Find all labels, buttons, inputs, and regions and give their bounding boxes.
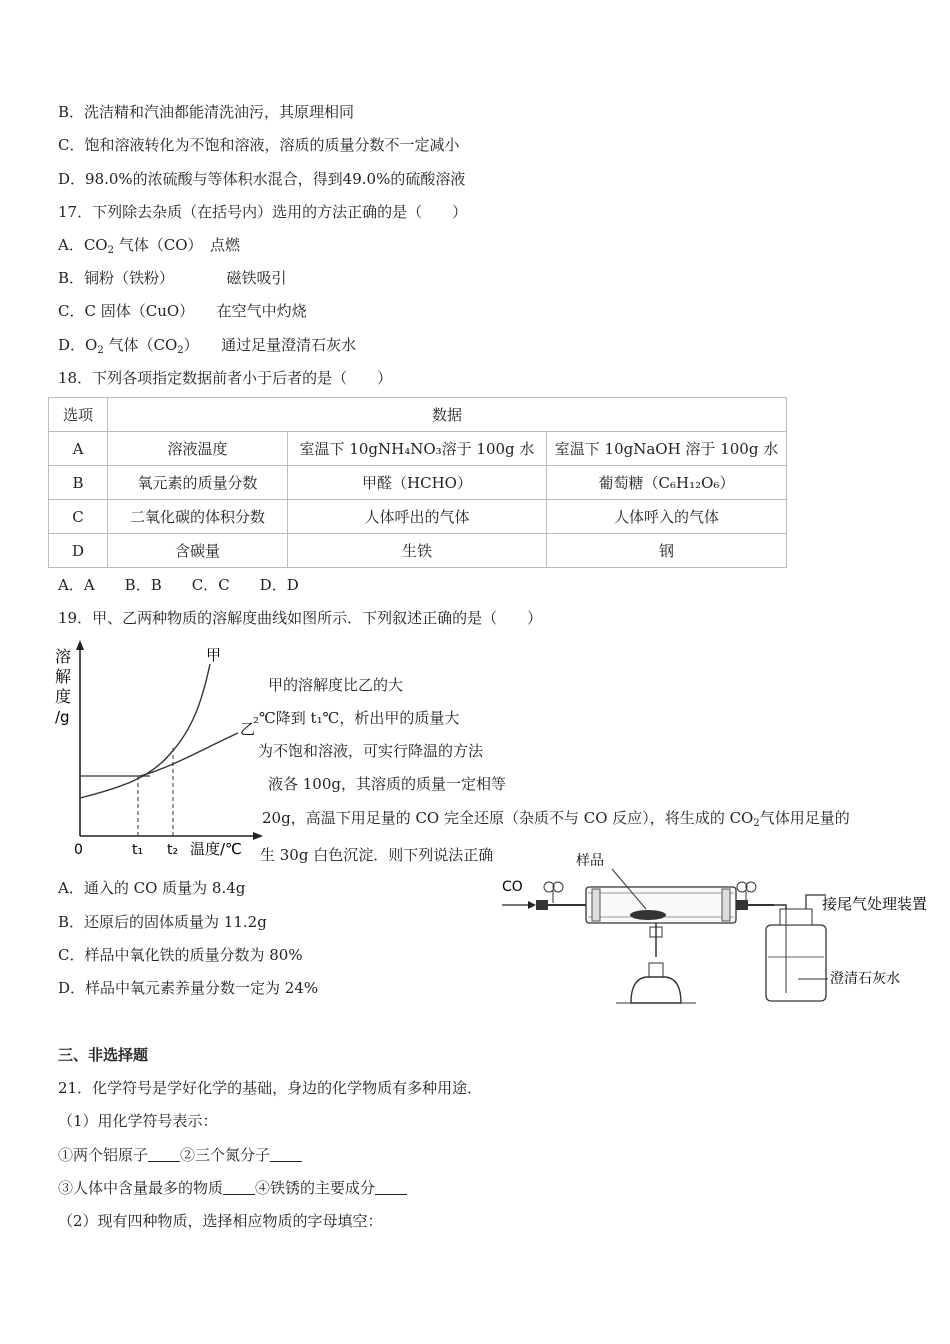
alcohol-lamp-icon (631, 977, 681, 1003)
header-option: 选项 (49, 398, 108, 432)
section-title: 三、非选择题 (58, 1046, 149, 1064)
q21-stem: 21．化学符号是学好化学的基础，身边的化学物质有多种用途． (58, 1079, 483, 1097)
table-cell: 氧元素的质量分数 (108, 466, 288, 500)
limewater-label: 澄清石灰水 (830, 971, 900, 987)
table-cell: 人体呼入的气体 (547, 500, 787, 534)
ylabel-char: 溶 (55, 647, 72, 666)
table-cell: 室温下 10gNH₄NO₃溶于 100g 水 (288, 432, 547, 466)
q21-part1: （1）用化学符号表示： (58, 1112, 218, 1130)
table-cell: 钢 (547, 534, 787, 568)
co-reduction-apparatus (496, 845, 946, 1005)
table-row (49, 432, 787, 466)
origin-label: 0 (74, 842, 83, 858)
q17-option-a: A．$CO_2$ 气体（CO） 点燃 (58, 236, 241, 256)
option-c-prev: C．饱和溶液转化为不饱和溶液，溶质的质量分数不一定减小 (58, 136, 460, 154)
table-cell: B (49, 466, 108, 500)
q19-stem: 19．甲、乙两种物质的溶解度曲线如图所示．下列叙述正确的是（ ） (58, 609, 543, 627)
answer-blank[interactable] (223, 1179, 255, 1195)
curve-yi (140, 733, 238, 776)
limewater-bottle (766, 925, 826, 1001)
option-d-prev: D．98.0%的浓硫酸与等体积水混合，得到49.0%的硫酸溶液 (58, 170, 466, 188)
q19-option-b: ₂℃降到 t₁℃，析出甲的质量大 (253, 709, 460, 727)
header-data: 数据 (108, 398, 787, 432)
q20-option-b: B．还原后的固体质量为 11.2g (58, 913, 267, 931)
table-cell: 含碳量 (108, 534, 288, 568)
label-yi: 乙 (240, 720, 256, 738)
q20-stem: 20g，高温下用足量的 CO 完全还原（杂质不与 CO 反应），将生成的 $CO_2$气体用足量的 (262, 809, 850, 829)
answer-blank[interactable] (270, 1146, 302, 1162)
left-stopper (536, 900, 548, 910)
table-cell: 二氧化碳的体积分数 (108, 500, 288, 534)
ylabel-char: /g (55, 708, 70, 726)
q17-stem: 17．下列除去杂质（在括号内）选用的方法正确的是（ ） (58, 203, 468, 221)
q17-option-c: C．C 固体（CuO） 在空气中灼烧 (58, 302, 307, 320)
q21-part1-row2: ③人体中含量最多的物质 ④铁锈的主要成分 (58, 1178, 407, 1198)
q18-stem: 18．下列各项指定数据前者小于后者的是（ ） (58, 369, 393, 387)
table-cell: C (49, 500, 108, 534)
q18-answer-options: A．A B．B C．C D．D (58, 576, 299, 594)
sample-label: 样品 (576, 853, 604, 869)
right-stopper (736, 900, 748, 910)
table-cell: 溶液温度 (108, 432, 288, 466)
y-axis-arrow (76, 640, 84, 650)
q19-option-a: 甲的溶解度比乙的大 (268, 676, 404, 694)
q20-option-d: D．样品中氧元素养量分数一定为 24% (58, 979, 319, 997)
q20-stem-line2: 生 30g 白色沉淀．则下列说法正确 (260, 846, 494, 864)
table-cell: D (49, 534, 108, 568)
label-jia: 甲 (206, 646, 222, 664)
table-row (49, 534, 787, 568)
solubility-curve-graph (50, 638, 265, 860)
q17-option-b: B．铜粉（铁粉） 磁铁吸引 (58, 269, 287, 287)
table-cell: 人体呼出的气体 (288, 500, 547, 534)
option-b-prev: B．洗洁精和汽油都能清洗油污，其原理相同 (58, 103, 355, 121)
q18-table (48, 397, 787, 568)
table-cell: 葡萄糖（C₆H₁₂O₆） (547, 466, 787, 500)
q17-option-d: D．$O_2$ 气体$(CO_2)$ 通过足量澄清石灰水 (58, 336, 357, 356)
table-header-row (49, 398, 787, 432)
table-row (49, 500, 787, 534)
ylabel-char: 度 (55, 687, 72, 706)
t1-label: t₁ (132, 842, 144, 858)
xlabel: 温度/℃ (190, 840, 242, 858)
sample-powder (630, 910, 666, 920)
table-cell: 室温下 10gNaOH 溶于 100g 水 (547, 432, 787, 466)
q21-part2: （2）现有四种物质，选择相应物质的字母填空： (58, 1212, 383, 1230)
answer-blank[interactable] (375, 1179, 407, 1195)
co-label: CO (502, 879, 523, 895)
q19-option-d: 液各 100g，其溶质的质量一定相等 (268, 775, 507, 793)
tail-gas-label: 接尾气处理装置 (822, 895, 928, 913)
q20-option-a: A．通入的 CO 质量为 8.4g (58, 879, 246, 897)
table-cell: 甲醛（HCHO） (288, 466, 547, 500)
table-cell: 生铁 (288, 534, 547, 568)
q20-option-c: C．样品中氧化铁的质量分数为 80% (58, 946, 303, 964)
ylabel-char: 解 (55, 667, 72, 686)
answer-blank[interactable] (148, 1146, 180, 1162)
curve-jia (80, 664, 210, 798)
table-cell: A (49, 432, 108, 466)
t2-label: t₂ (167, 842, 179, 858)
q19-option-c: 为不饱和溶液，可实行降温的方法 (258, 742, 484, 760)
table-row (49, 466, 787, 500)
q21-part1-row1: ①两个铝原子 ②三个氮分子 (58, 1145, 302, 1165)
